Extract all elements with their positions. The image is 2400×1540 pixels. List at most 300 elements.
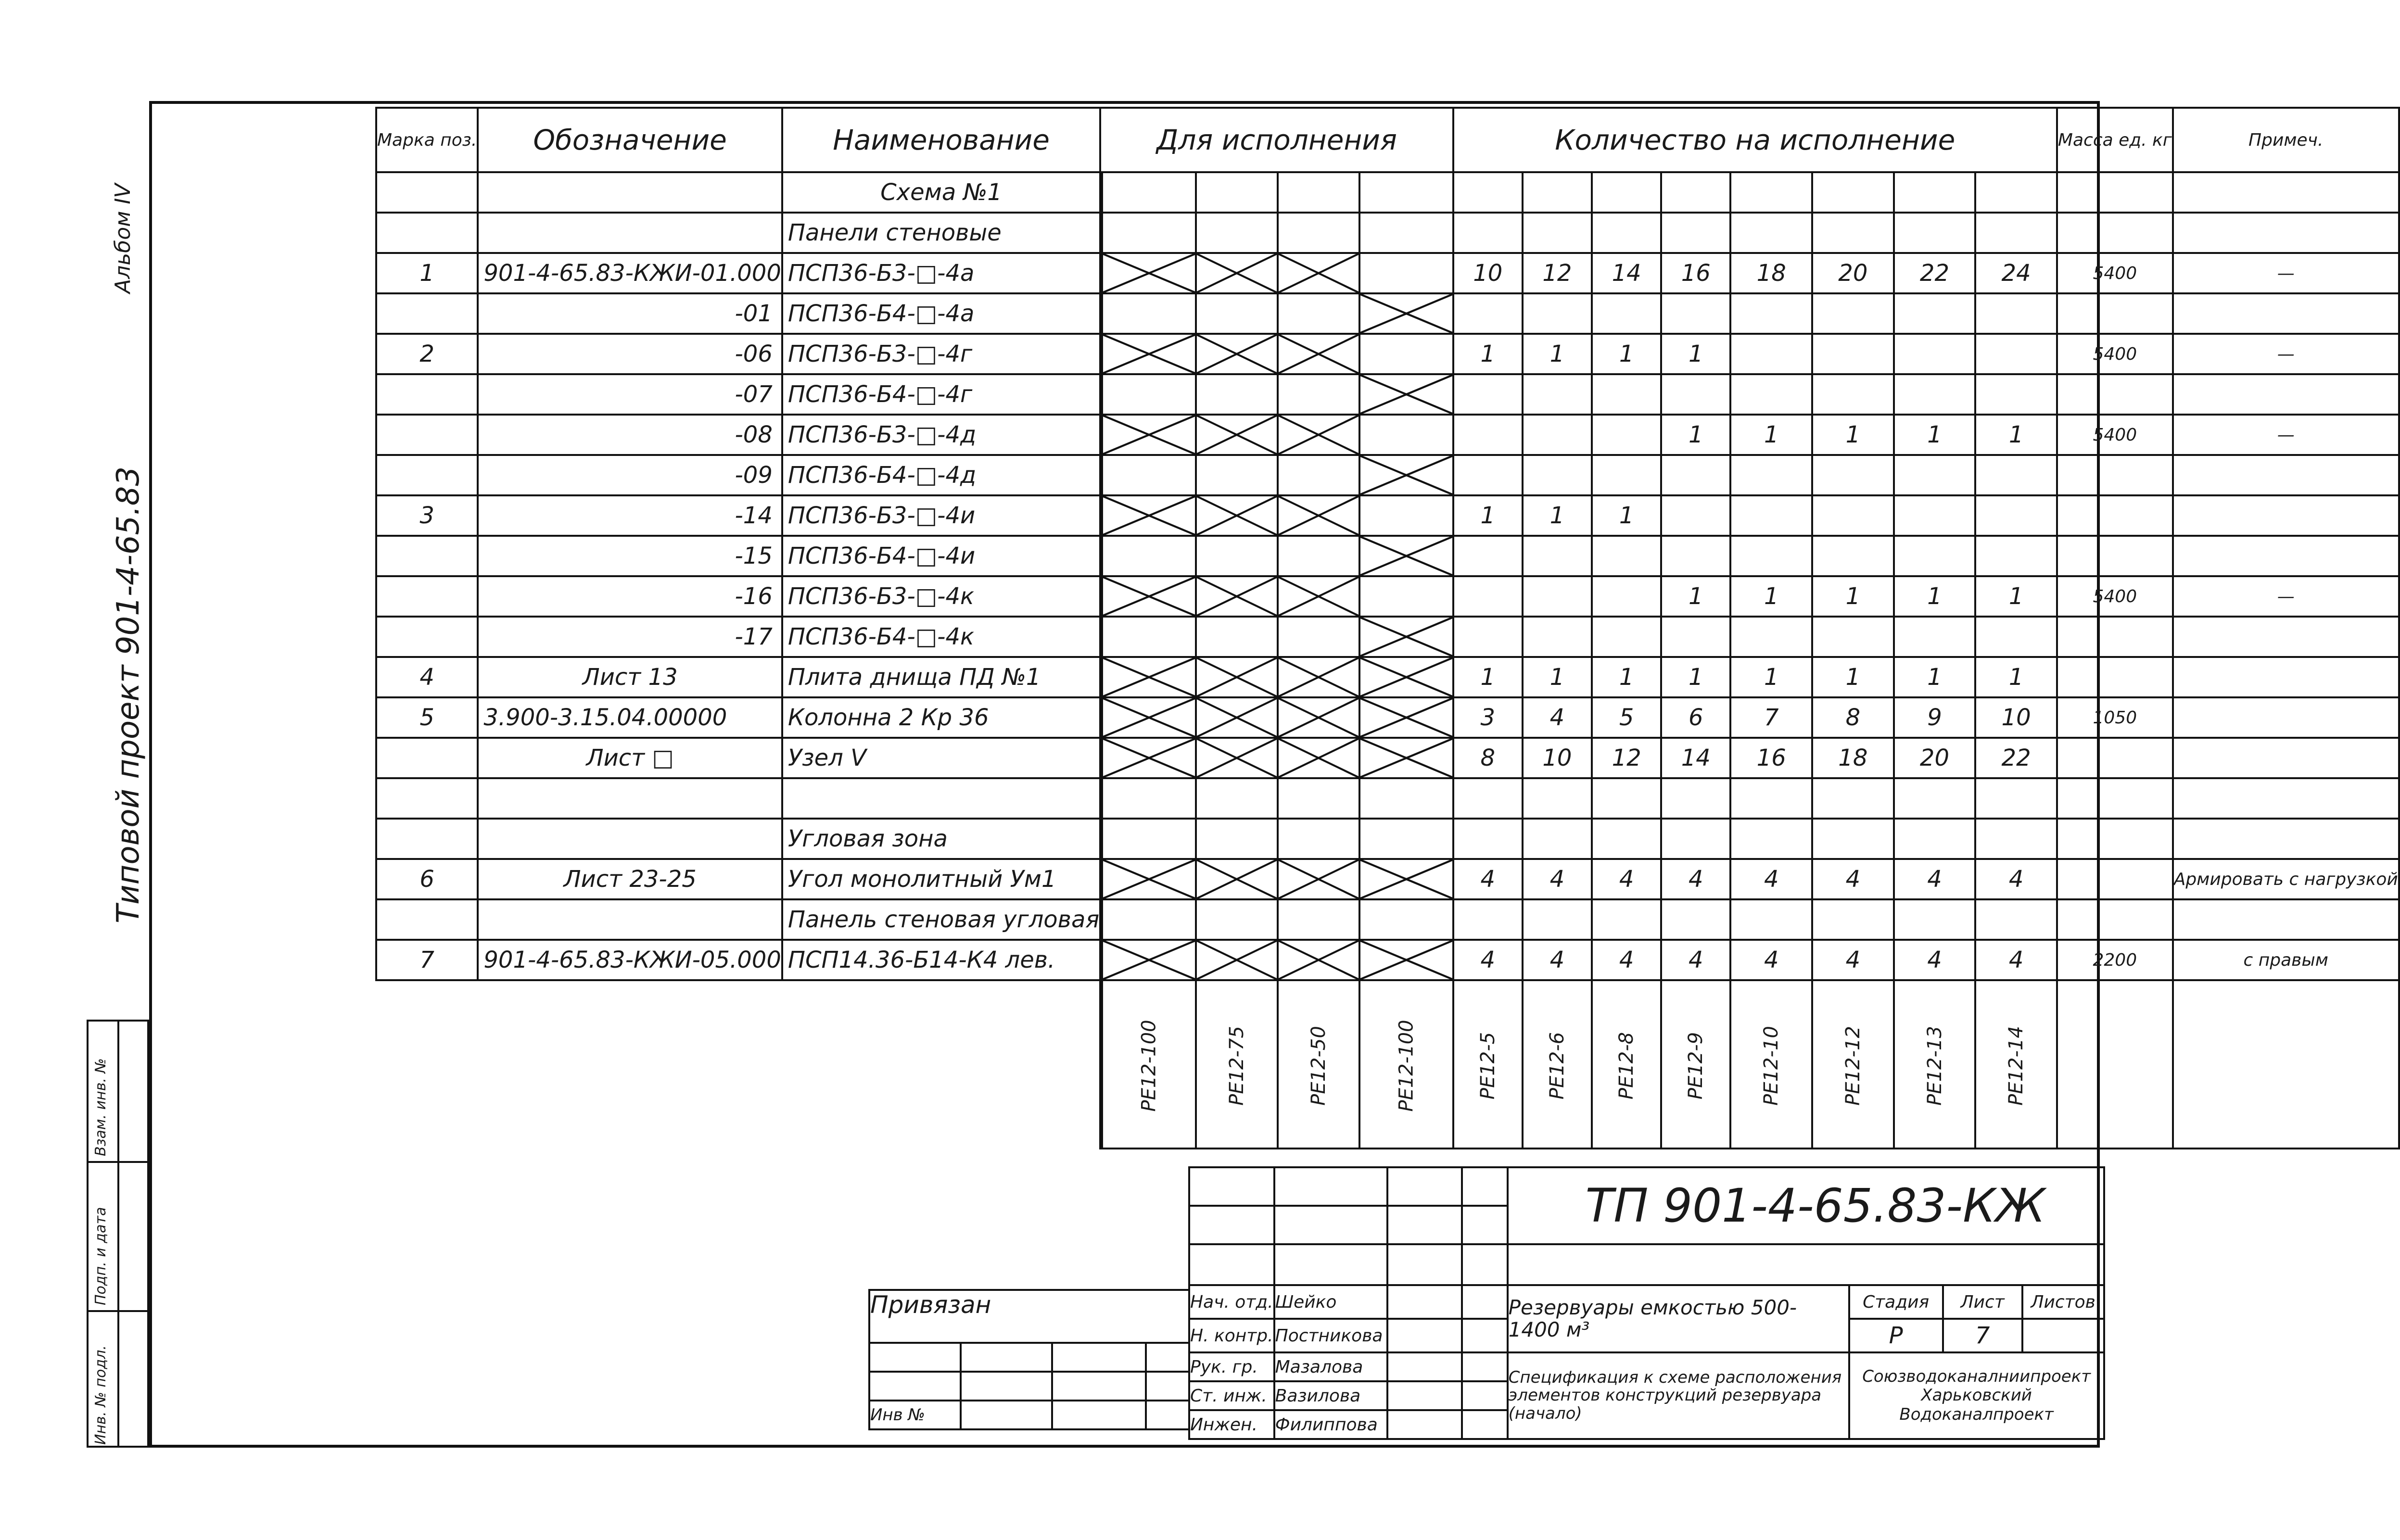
variant-cell xyxy=(1102,576,1196,617)
qty-cell: 1 xyxy=(1661,334,1730,374)
variant-cell xyxy=(1102,778,1196,819)
variant-cell xyxy=(1278,415,1359,455)
qty-cell xyxy=(1812,172,1894,213)
mark-cell xyxy=(376,617,478,657)
variant-cell xyxy=(1196,253,1278,293)
variant-cell xyxy=(1102,697,1196,738)
qty-cell: 4 xyxy=(1894,859,1976,899)
qty-cell xyxy=(1975,455,2057,495)
qty-cell: 4 xyxy=(1661,859,1730,899)
variant-cell xyxy=(1359,617,1453,657)
designation-cell: -07 xyxy=(478,374,782,415)
designation-cell xyxy=(478,778,782,819)
variant-cell xyxy=(1102,899,1196,940)
table-row xyxy=(376,617,2399,657)
name-cell: Угол монолитный Ум1 xyxy=(782,859,1100,899)
qty-cell: 1 xyxy=(1661,657,1730,697)
qty-cell xyxy=(1592,617,1661,657)
cross-mark xyxy=(1360,860,1452,898)
qty-cell: 1 xyxy=(1975,657,2057,697)
hdr-designation: Обозначение xyxy=(478,108,782,172)
mass-cell xyxy=(2057,374,2173,415)
variant-cell xyxy=(1196,495,1278,536)
qty-cell xyxy=(1453,617,1523,657)
note-cell xyxy=(2173,213,2399,253)
variant-cell xyxy=(1278,657,1359,697)
mass-cell: 5400 xyxy=(2057,576,2173,617)
qty-cell xyxy=(1592,213,1661,253)
qty-cell xyxy=(1453,374,1523,415)
tb-role: Нач. отд. xyxy=(1189,1285,1274,1319)
qty-code: РЕ12-5 xyxy=(1453,980,1523,1149)
qty-cell xyxy=(1812,374,1894,415)
cross-mark xyxy=(1103,698,1195,737)
variant-cell xyxy=(1102,455,1196,495)
qty-cell: 4 xyxy=(1592,859,1661,899)
variant-cell xyxy=(1359,374,1453,415)
qty-cell: 1 xyxy=(1592,334,1661,374)
qty-cell xyxy=(1730,374,1812,415)
qty-cell: 10 xyxy=(1523,738,1592,778)
tb-person: Постникова xyxy=(1274,1319,1387,1352)
qty-cell xyxy=(1592,536,1661,576)
mark-cell xyxy=(376,213,478,253)
qty-cell xyxy=(1523,899,1592,940)
mass-cell: 5400 xyxy=(2057,415,2173,455)
qty-cell xyxy=(1661,899,1730,940)
qty-cell: 1 xyxy=(1523,657,1592,697)
tb-stage: Р xyxy=(1849,1319,1943,1352)
variant-cell xyxy=(1196,778,1278,819)
qty-cell: 4 xyxy=(1812,940,1894,980)
mass-cell: 1050 xyxy=(2057,697,2173,738)
cross-mark xyxy=(1279,658,1359,696)
cross-mark xyxy=(1360,739,1452,777)
qty-cell xyxy=(1453,778,1523,819)
qty-code: РЕ12-9 xyxy=(1661,980,1730,1149)
mark-cell xyxy=(376,374,478,415)
qty-cell: 4 xyxy=(1661,940,1730,980)
variant-cell xyxy=(1278,859,1359,899)
mass-cell xyxy=(2057,455,2173,495)
qty-cell xyxy=(1592,415,1661,455)
variant-cell xyxy=(1102,617,1196,657)
variant-cell xyxy=(1196,738,1278,778)
qty-cell xyxy=(1730,293,1812,334)
variant-cell xyxy=(1196,899,1278,940)
variant-cell xyxy=(1102,415,1196,455)
hdr-name: Наименование xyxy=(782,108,1100,172)
qty-cell: 1 xyxy=(1975,415,2057,455)
qty-cell xyxy=(1523,536,1592,576)
qty-cell xyxy=(1453,172,1523,213)
qty-cell xyxy=(1812,334,1894,374)
variant-cell xyxy=(1196,859,1278,899)
table-row xyxy=(376,213,2399,253)
cross-mark xyxy=(1197,496,1277,535)
note-cell: Армировать с нагрузкой xyxy=(2173,859,2399,899)
qty-cell: 1 xyxy=(1523,334,1592,374)
qty-code: РЕ12-14 xyxy=(1975,980,2057,1149)
project-label: Типовой проект 901-4-65.83 xyxy=(111,466,146,923)
name-cell: ПСП36-Б3-□-4д xyxy=(782,415,1100,455)
name-cell: Колонна 2 Кр 36 xyxy=(782,697,1100,738)
qty-cell xyxy=(1730,819,1812,859)
name-cell: Схема №1 xyxy=(782,172,1100,213)
note-cell: — xyxy=(2173,576,2399,617)
qty-cell xyxy=(1453,819,1523,859)
qty-cell: 4 xyxy=(1730,940,1812,980)
variant-cell xyxy=(1102,213,1196,253)
mass-cell xyxy=(2057,657,2173,697)
cross-mark xyxy=(1279,739,1359,777)
variant-cell xyxy=(1278,293,1359,334)
designation-cell: Лист □ xyxy=(478,738,782,778)
qty-cell xyxy=(1975,293,2057,334)
table-row xyxy=(376,657,2399,697)
mark-cell xyxy=(376,455,478,495)
designation-cell: Лист 23-25 xyxy=(478,859,782,899)
variant-cell xyxy=(1278,495,1359,536)
mark-cell xyxy=(376,576,478,617)
name-cell: ПСП36-Б4-□-4к xyxy=(782,617,1100,657)
cross-mark xyxy=(1103,739,1195,777)
qty-cell xyxy=(1592,455,1661,495)
cross-mark xyxy=(1197,941,1277,979)
qty-cell: 1 xyxy=(1661,576,1730,617)
variant-cell xyxy=(1278,899,1359,940)
table-row xyxy=(376,334,2399,374)
designation-cell: 901-4-65.83-КЖИ-01.000 xyxy=(478,253,782,293)
qty-cell: 4 xyxy=(1592,940,1661,980)
cross-mark xyxy=(1360,658,1452,696)
qty-cell xyxy=(1453,536,1523,576)
variant-cell xyxy=(1278,253,1359,293)
qty-cell: 1 xyxy=(1523,495,1592,536)
designation-cell: -01 xyxy=(478,293,782,334)
qty-cell xyxy=(1975,536,2057,576)
mass-cell: 5400 xyxy=(2057,253,2173,293)
designation-cell: 901-4-65.83-КЖИ-05.000 xyxy=(478,940,782,980)
variant-cell xyxy=(1102,819,1196,859)
variant-cell xyxy=(1196,576,1278,617)
tb-person: Шейко xyxy=(1274,1285,1387,1319)
note-cell xyxy=(2173,899,2399,940)
cross-mark xyxy=(1197,335,1277,373)
qty-cell: 1 xyxy=(1453,495,1523,536)
cross-mark xyxy=(1360,618,1452,656)
qty-cell xyxy=(1812,455,1894,495)
variant-code: РЕ12-75 xyxy=(1196,980,1278,1149)
qty-cell xyxy=(1661,293,1730,334)
qty-cell xyxy=(1730,495,1812,536)
mark-cell xyxy=(376,819,478,859)
qty-cell xyxy=(1812,213,1894,253)
tb-object: Резервуары емкостью 500-1400 м³ xyxy=(1508,1285,1849,1352)
variant-cell xyxy=(1278,455,1359,495)
qty-cell: 1 xyxy=(1812,415,1894,455)
qty-cell xyxy=(1730,334,1812,374)
table-row xyxy=(376,536,2399,576)
mass-cell xyxy=(2057,859,2173,899)
variant-cell xyxy=(1359,859,1453,899)
designation-cell: -16 xyxy=(478,576,782,617)
qty-code: РЕ12-8 xyxy=(1592,980,1661,1149)
name-cell: ПСП14.36-Б14-К4 лев. xyxy=(782,940,1100,980)
mass-cell: 2200 xyxy=(2057,940,2173,980)
mark-cell: 1 xyxy=(376,253,478,293)
tb-sheet-title: Спецификация к схеме расположения элементов конструкций резервуара (начало) xyxy=(1508,1352,1849,1439)
mass-cell xyxy=(2057,213,2173,253)
variant-cell xyxy=(1278,819,1359,859)
variant-cell xyxy=(1196,657,1278,697)
cross-mark xyxy=(1197,416,1277,454)
qty-cell xyxy=(1523,293,1592,334)
variant-cell xyxy=(1196,697,1278,738)
mark-cell xyxy=(376,293,478,334)
qty-code: РЕ12-12 xyxy=(1812,980,1894,1149)
note-cell: — xyxy=(2173,253,2399,293)
cross-mark xyxy=(1279,335,1359,373)
qty-cell: 1 xyxy=(1730,657,1812,697)
hdr-for-variant: Для исполнения xyxy=(1100,108,1453,172)
qty-cell: 22 xyxy=(1894,253,1976,293)
qty-cell xyxy=(1894,495,1976,536)
qty-cell: 4 xyxy=(1975,940,2057,980)
table-row xyxy=(376,899,2399,940)
qty-cell xyxy=(1894,172,1976,213)
variant-cell xyxy=(1102,334,1196,374)
tb-sheets-label: Листов xyxy=(2022,1285,2104,1319)
mass-cell xyxy=(2057,172,2173,213)
qty-cell xyxy=(1453,213,1523,253)
qty-cell xyxy=(1523,576,1592,617)
qty-cell xyxy=(1661,455,1730,495)
variant-cell xyxy=(1102,859,1196,899)
variant-cell xyxy=(1359,495,1453,536)
hdr-quantity: Количество на исполнение xyxy=(1453,108,2057,172)
name-cell: ПСП36-Б4-□-4и xyxy=(782,536,1100,576)
variant-cell xyxy=(1359,819,1453,859)
variant-cell xyxy=(1102,657,1196,697)
variant-cell xyxy=(1359,334,1453,374)
variant-cell xyxy=(1359,536,1453,576)
variant-cell xyxy=(1196,172,1278,213)
note-cell xyxy=(2173,536,2399,576)
table-row xyxy=(376,455,2399,495)
tb-person: Мазалова xyxy=(1274,1352,1387,1381)
name-cell: ПСП36-Б3-□-4а xyxy=(782,253,1100,293)
qty-cell xyxy=(1661,172,1730,213)
name-cell: ПСП36-Б4-□-4д xyxy=(782,455,1100,495)
qty-cell: 6 xyxy=(1661,697,1730,738)
qty-cell xyxy=(1523,778,1592,819)
table-row xyxy=(376,940,2399,980)
designation-cell xyxy=(478,899,782,940)
name-cell: Панель стеновая угловая xyxy=(782,899,1100,940)
variant-cell xyxy=(1102,172,1196,213)
cross-mark xyxy=(1103,941,1195,979)
cross-mark xyxy=(1279,698,1359,737)
qty-cell: 1 xyxy=(1730,415,1812,455)
variant-cell xyxy=(1359,455,1453,495)
qty-cell: 1 xyxy=(1592,657,1661,697)
qty-cell xyxy=(1523,374,1592,415)
designation-cell: -17 xyxy=(478,617,782,657)
field-vzam-inv: Взам. инв. № xyxy=(92,1058,109,1156)
signature xyxy=(1387,1319,1462,1352)
table-row xyxy=(376,415,2399,455)
cross-mark xyxy=(1279,254,1359,292)
name-cell: ПСП36-Б3-□-4г xyxy=(782,334,1100,374)
table-row xyxy=(376,576,2399,617)
variant-cell xyxy=(1196,415,1278,455)
designation-cell: -14 xyxy=(478,495,782,536)
variant-cell xyxy=(1102,495,1196,536)
name-cell: Угловая зона xyxy=(782,819,1100,859)
qty-cell: 12 xyxy=(1523,253,1592,293)
qty-cell: 4 xyxy=(1523,859,1592,899)
qty-cell: 10 xyxy=(1453,253,1523,293)
qty-cell xyxy=(1592,899,1661,940)
cross-mark xyxy=(1197,577,1277,616)
qty-code: РЕ12-10 xyxy=(1730,980,1812,1149)
cross-mark xyxy=(1197,860,1277,898)
variant-cell xyxy=(1196,293,1278,334)
mass-cell xyxy=(2057,819,2173,859)
qty-cell xyxy=(1975,819,2057,859)
qty-cell xyxy=(1730,213,1812,253)
qty-cell: 4 xyxy=(1894,940,1976,980)
spec-body xyxy=(376,172,2399,980)
mark-cell xyxy=(376,738,478,778)
qty-cell: 18 xyxy=(1730,253,1812,293)
mark-cell xyxy=(376,415,478,455)
variant-cell xyxy=(1278,334,1359,374)
qty-cell xyxy=(1453,576,1523,617)
note-cell xyxy=(2173,738,2399,778)
cross-mark xyxy=(1279,860,1359,898)
variant-cell xyxy=(1359,172,1453,213)
qty-cell: 1 xyxy=(1812,576,1894,617)
variant-cell xyxy=(1278,374,1359,415)
note-cell xyxy=(2173,657,2399,697)
variant-cell xyxy=(1196,374,1278,415)
cross-mark xyxy=(1279,577,1359,616)
qty-code: РЕ12-13 xyxy=(1894,980,1976,1149)
qty-cell xyxy=(1975,213,2057,253)
qty-cell xyxy=(1523,819,1592,859)
qty-cell: 22 xyxy=(1975,738,2057,778)
qty-cell xyxy=(1894,617,1976,657)
name-cell: ПСП36-Б4-□-4а xyxy=(782,293,1100,334)
qty-cell: 8 xyxy=(1453,738,1523,778)
mass-cell xyxy=(2057,617,2173,657)
variant-cell xyxy=(1359,293,1453,334)
variant-cell xyxy=(1359,253,1453,293)
cross-mark xyxy=(1197,698,1277,737)
qty-cell xyxy=(1661,536,1730,576)
variant-cell xyxy=(1196,536,1278,576)
qty-cell xyxy=(1812,495,1894,536)
signature xyxy=(1387,1285,1462,1319)
tb-sheet: 7 xyxy=(1943,1319,2022,1352)
designation-cell xyxy=(478,172,782,213)
variant-cell xyxy=(1278,213,1359,253)
table-row xyxy=(376,374,2399,415)
table-row xyxy=(376,172,2399,213)
designation-cell: -06 xyxy=(478,334,782,374)
designation-cell: -15 xyxy=(478,536,782,576)
designation-cell: Лист 13 xyxy=(478,657,782,697)
mass-cell xyxy=(2057,293,2173,334)
qty-cell xyxy=(1894,819,1976,859)
qty-cell: 20 xyxy=(1812,253,1894,293)
table-row xyxy=(376,778,2399,819)
cross-mark xyxy=(1197,254,1277,292)
note-cell xyxy=(2173,617,2399,657)
inv-label: Инв № xyxy=(869,1401,961,1429)
note-cell xyxy=(2173,778,2399,819)
qty-cell: 9 xyxy=(1894,697,1976,738)
tb-role: Инжен. xyxy=(1189,1410,1274,1439)
variant-cell xyxy=(1196,819,1278,859)
variant-cell xyxy=(1102,374,1196,415)
designation-cell xyxy=(478,213,782,253)
designation-cell: -09 xyxy=(478,455,782,495)
privyazan-block xyxy=(868,1289,1190,1430)
qty-cell xyxy=(1592,374,1661,415)
note-cell xyxy=(2173,819,2399,859)
variant-cell xyxy=(1196,334,1278,374)
variant-code: РЕ12-100 xyxy=(1102,980,1196,1149)
tb-org: Союзводоканалниипроект Харьковский Водоканалпроект xyxy=(1849,1352,2104,1439)
qty-cell xyxy=(1730,455,1812,495)
cross-mark xyxy=(1360,375,1452,414)
mark-cell: 6 xyxy=(376,859,478,899)
qty-cell xyxy=(1661,617,1730,657)
variant-cell xyxy=(1278,778,1359,819)
privyazan-label: Привязан xyxy=(869,1290,1189,1343)
table-row xyxy=(376,253,2399,293)
note-cell xyxy=(2173,697,2399,738)
mark-cell xyxy=(376,778,478,819)
qty-cell xyxy=(1975,778,2057,819)
qty-cell: 20 xyxy=(1894,738,1976,778)
field-podp-data: Подп. и дата xyxy=(92,1207,109,1305)
designation-cell: -08 xyxy=(478,415,782,455)
cross-mark xyxy=(1103,577,1195,616)
qty-cell xyxy=(1523,455,1592,495)
qty-cell xyxy=(1730,172,1812,213)
table-row xyxy=(376,819,2399,859)
table-row xyxy=(376,697,2399,738)
qty-cell xyxy=(1812,899,1894,940)
variant-cell xyxy=(1102,253,1196,293)
qty-cell xyxy=(1661,374,1730,415)
tb-person: Филиппова xyxy=(1274,1410,1387,1439)
variant-cell xyxy=(1102,940,1196,980)
variant-cell xyxy=(1278,536,1359,576)
qty-cell: 1 xyxy=(1894,415,1976,455)
variant-cell xyxy=(1359,738,1453,778)
cross-mark xyxy=(1197,739,1277,777)
cross-mark xyxy=(1360,456,1452,494)
variant-cell xyxy=(1359,657,1453,697)
table-row xyxy=(376,738,2399,778)
qty-cell xyxy=(1894,334,1976,374)
mark-cell: 4 xyxy=(376,657,478,697)
